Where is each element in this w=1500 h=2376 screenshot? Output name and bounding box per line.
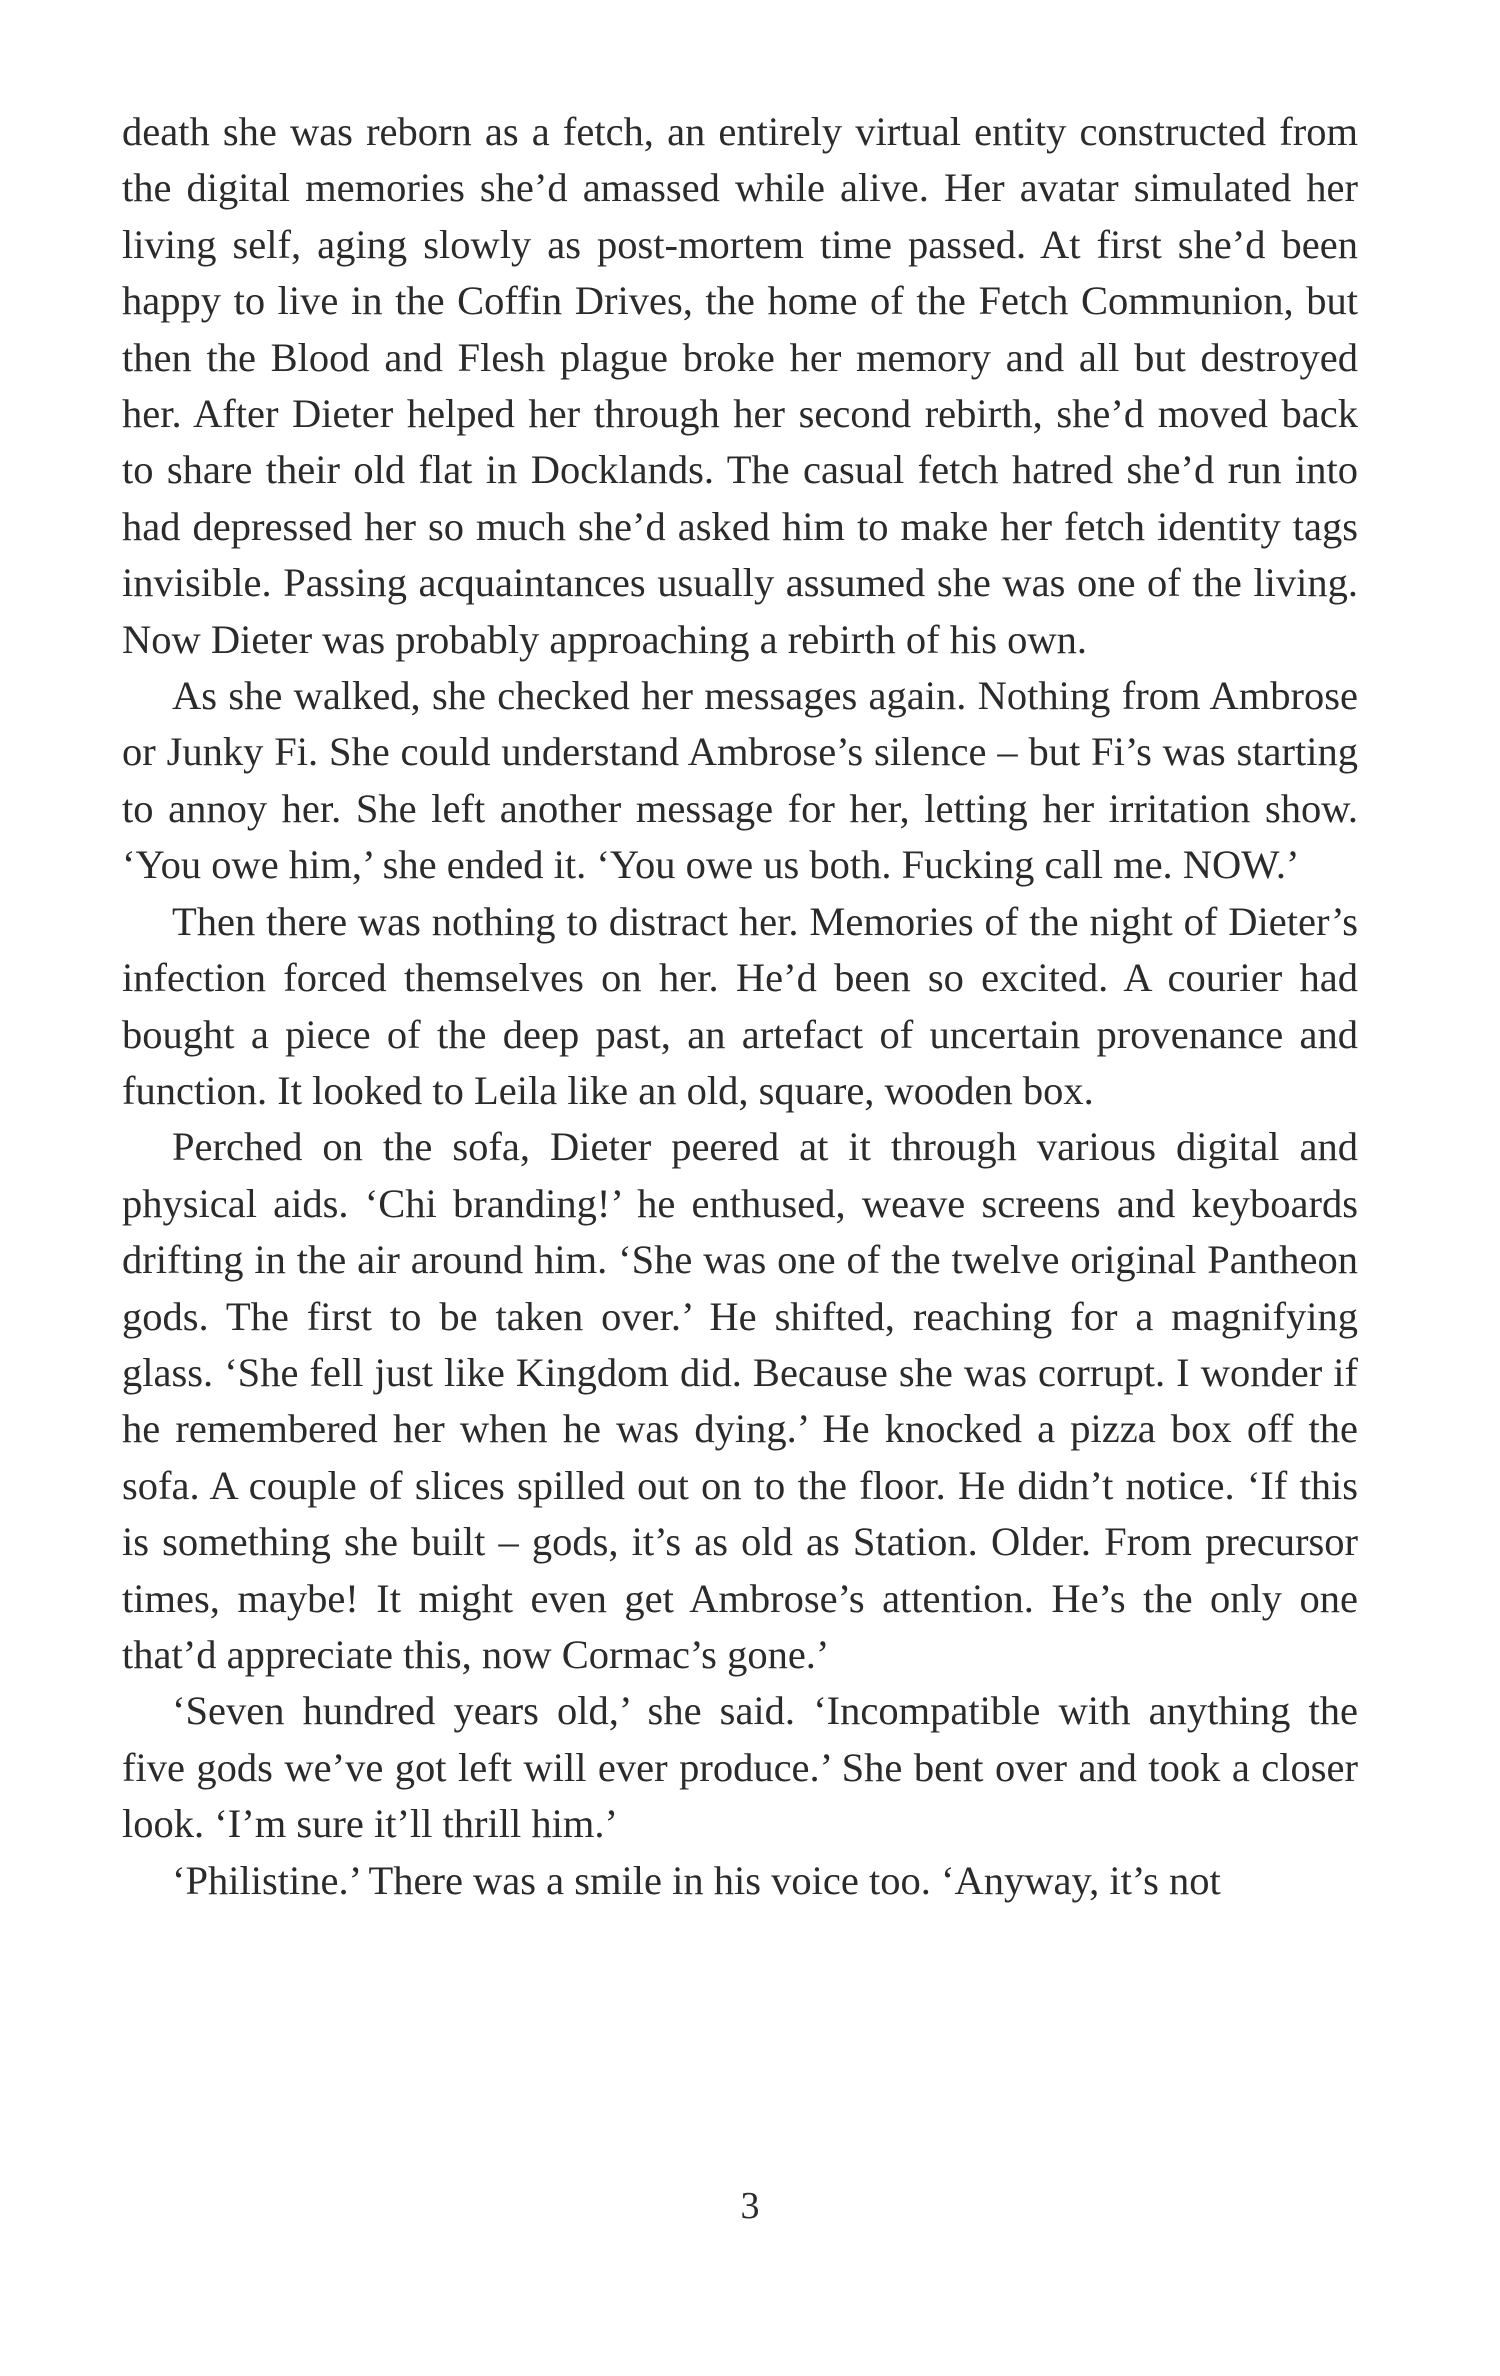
paragraph-1: death she was reborn as a fetch, an entirely virtual entity constructed from the digital memories she’d amassed while alive. Her avatar simulated her living self, aging slowly as post-mortem time passed. At first she’d been happy to live in the Coffin Drives, the home of the Fetch Communion, but then the Blood and Flesh plague broke her memory and all but destroyed her. After Dieter helped her through her second rebirth, she’d moved back to share their old flat in Docklands. The casual fetch hatred she’d run into had depressed her so much she’d asked him to make her fetch identity tags invisible. Passing acquaintances usually assumed she was one of the living. Now Dieter was probably approaching a rebirth of his own. — [122, 109, 1358, 662]
paragraph-4: Perched on the sofa, Dieter peered at it through various digital and physical aids. ‘Chi branding!’ he enthused, weave screens and keyboards drifting in the air around him. ‘She was one of the twelve original Pantheon gods. The first to be taken over.’ He shifted, reaching for a magnifying glass. ‘She fell just like Kingdom did. Because she was corrupt. I wonder if he remembered her when he was dying.’ He knocked a pizza box off the sofa. A couple of slices spilled out on to the floor. He didn’t notice. ‘If this is something she built – gods, it’s as old as Station. Older. From precursor times, maybe! It might even get Ambrose’s attention. He’s the only one that’d appreciate this, now Cormac’s gone.’ — [122, 1124, 1358, 1677]
paragraph-3: Then there was nothing to distract her. Memories of the night of Dieter’s infection forced themselves on her. He’d been so excited. A courier had bought a piece of the deep past, an artefact of uncertain provenance and function. It looked to Leila like an old, square, wooden box. — [122, 898, 1358, 1113]
page-number: 3 — [740, 2185, 760, 2227]
page-body — [122, 104, 1358, 1909]
paragraph-2: As she walked, she checked her messages again. Nothing from Ambrose or Junky Fi. She could understand Ambrose’s silence – but Fi’s was starting to annoy her. She left another message for her, letting her irritation show. ‘You owe him,’ she ended it. ‘You owe us both. Fucking call me. NOW.’ — [122, 673, 1358, 888]
paragraph-5: ‘Seven hundred years old,’ she said. ‘Incompatible with anything the five gods we’ve got left will ever produce.’ She bent over and took a closer look. ‘I’m sure it’ll thrill him.’ — [122, 1688, 1358, 1847]
paragraph-6: ‘Philistine.’ There was a smile in his voice too. ‘Anyway, it’s not — [172, 1857, 1221, 1903]
